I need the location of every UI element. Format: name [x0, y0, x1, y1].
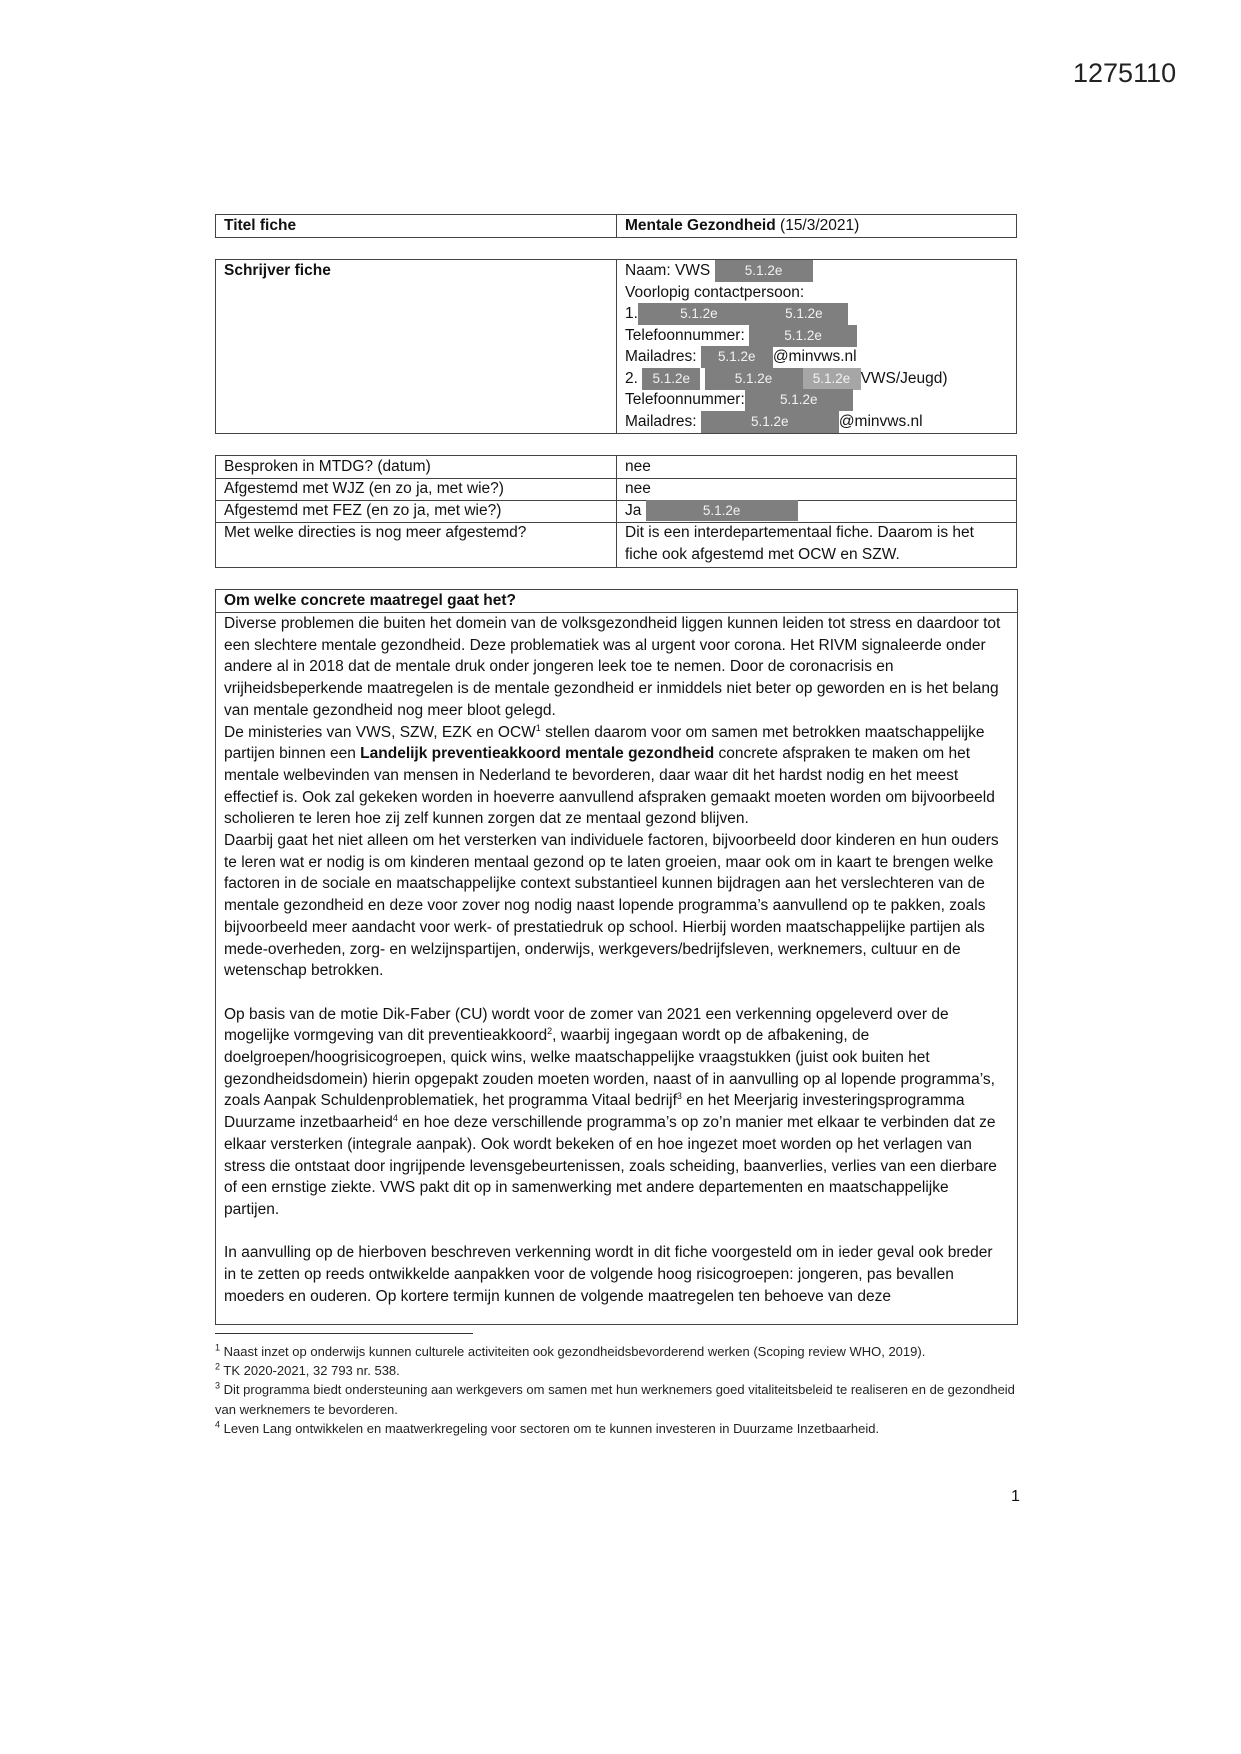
status-value: nee — [625, 458, 651, 475]
measure-box — [215, 589, 1018, 1325]
paragraph: In aanvulling op de hierboven beschreven verkenning wordt in dit fiche voorgesteld om in ieder geval ook breder in te zetten op reeds ontwikkelde aanpakken voor de volgende hoog risicogroepen: jongeren, pas bevallen moeders en ouderen. Op kortere termijn kunnen de volgende maatregelen ten behoeve van deze — [224, 1244, 993, 1305]
status-value — [617, 500, 806, 522]
footnote: $^1$ Naast inzet op onderwijs kunnen culturele activiteiten ook gezondheidsbevorderend werken (Scoping review WHO, 2019). — [215, 1342, 926, 1359]
mail-label: Mailadres: — [625, 412, 697, 430]
writer-table — [215, 259, 1017, 434]
footnote: $^4$ Leven Lang ontwikkelen en maatwerkregeling voor sectoren om te kunnen investeren in Duurzame Inzetbaarheid. — [215, 1419, 880, 1436]
status-label: Afgestemd met WJZ (en zo ja, met wie?) — [224, 480, 504, 497]
redaction-block: 5.1.2e — [745, 389, 853, 411]
redaction-block: 5.1.2e — [646, 500, 798, 521]
footnote-ref: 4 — [392, 1113, 398, 1123]
status-value-line: fiche ook afgestemd met OCW en SZW. — [625, 545, 900, 563]
paragraph: Op basis van de motie Dik-Faber (CU) wordt voor de zomer van 2021 een verkenning opgeleverd over de mogelijke vormgeving van dit preventieakkoord$^2$, waarbij ingegaan wordt op de afbakening, de doelgroepen/hoogrisicogroepen, quick wins, welke maatschappelijke vraagstukken (juist ook buiten het gezondheidsdomein) hierin opgepakt zouden moeten worden, naast of in aanvulling op al lopende programma’s, zoals Aanpak Schuldenproblematiek, het programma Vitaal bedrijf$^3$ en het Meerjarig investeringsprogramma Duurzame inzetbaarheid$^4$ en hoe deze verschillende programma’s op zo’n manier met elkaar te verbinden dat ze elkaar versterken (integrale aanpak). Ook wordt bekeken of en hoe ingezet moet worden op het verlagen van stress die ontstaat door ingrijpende levensgebeurtenissen, zoals scheiding, baanverlies, verlies van een dierbare of een ernstige ziekte. VWS pakt dit op in samenwerking met andere departementen en maatschappelijke partijen. — [224, 1005, 997, 1218]
mail-label: Mailadres: — [625, 348, 697, 366]
redaction-block: 5.1.2e — [760, 303, 848, 325]
footnote-ref: 1 — [535, 722, 541, 733]
redaction-block: 5.1.2e — [715, 260, 813, 282]
redaction-block: 5.1.2e — [803, 368, 861, 390]
phone-label: Telefoonnummer: — [625, 391, 745, 409]
measure-heading: Om welke concrete maatregel gaat het? — [224, 592, 517, 609]
contact-2-number: 2. — [625, 369, 638, 387]
redaction-block: 5.1.2e — [638, 303, 760, 325]
status-label: Afgestemd met FEZ (en zo ja, met wie?) — [224, 502, 502, 519]
redaction-block: 5.1.2e — [749, 325, 857, 347]
redaction-block: 5.1.2e — [701, 411, 839, 433]
page-number: 1 — [1011, 1488, 1020, 1505]
redaction-block: 5.1.2e — [701, 346, 773, 368]
writer-details — [617, 260, 956, 432]
redaction-block: 5.1.2e — [705, 368, 803, 390]
document-number: 1275110 — [1073, 58, 1177, 88]
mail-domain: @minvws.nl — [772, 348, 857, 366]
writer-label: Schrijver fiche — [224, 262, 331, 279]
fez-answer: Ja — [625, 502, 642, 519]
status-value-line: Dit is een interdepartementaal fiche. Daarom is het — [625, 524, 974, 541]
preventieakkoord-name: Landelijk preventieakkoord mentale gezondheid — [360, 745, 715, 763]
footnote-ref: 2 — [547, 1026, 553, 1037]
contact-1-number: 1. — [625, 305, 638, 323]
title-table — [215, 214, 1017, 238]
fiche-title — [617, 215, 867, 237]
naam-label: Naam: VWS — [625, 262, 711, 280]
footnotes — [215, 1342, 1035, 1438]
footnote-separator — [215, 1333, 473, 1334]
status-value: nee — [625, 480, 651, 497]
phone-label: Telefoonnummer: — [625, 326, 745, 344]
contact-label: Voorlopig contactpersoon: — [625, 283, 805, 301]
department-suffix: VWS/Jeugd) — [860, 369, 948, 387]
fiche-title-date: (15/3/2021) — [780, 217, 860, 234]
title-label: Titel fiche — [224, 217, 297, 234]
status-label: Met welke directies is nog meer afgestemd? — [224, 524, 527, 541]
measure-body — [216, 613, 1016, 1307]
status-table — [215, 455, 1017, 568]
paragraph: Daarbij gaat het niet alleen om het versterken van individuele factoren, bijvoorbeeld door kinderen en hun ouders te leren wat er nodig is om kinderen mentaal gezond op te laten groeien, maar ook om in kaart te brengen welke factoren in de sociale en maatschappelijke context substantieel kunnen bijdragen aan het verslechteren van de mentale gezondheid en deze voor zover nog nodig naast lopende programma’s aanvullend op te pakken, zoals bijvoorbeeld meer aandacht voor werk- of prestatiedruk op school. Hierbij worden maatschappelijke partijen als mede-overheden, zorg- en welzijnspartijen, onderwijs, werkgevers/bedrijfsleven, werknemers, cultuur en de wetenschap betrokken. — [224, 832, 999, 980]
fiche-title-bold: Mentale Gezondheid — [625, 217, 776, 234]
footnote: $^3$ Dit programma biedt ondersteuning aan werkgevers om samen met hun werknemers goed vitaliteitsbeleid te realiseren en de gezondheid van werknemers te bevorderen. — [215, 1381, 1015, 1417]
paragraph: Diverse problemen die buiten het domein van de volksgezondheid liggen kunnen leiden tot stress en daardoor tot een slechtere mentale gezondheid. Deze problematiek was al urgent voor corona. Het RIVM signaleerde onder andere al in 2018 dat de mentale druk onder jongeren leek toe te nemen. Door de coronacrisis en vrijheidsbeperkende maatregelen is de mentale gezondheid er inmiddels niet beter op geworden en is het belang van mentale gezondheid nog meer bloot gelegd. — [224, 615, 1001, 719]
status-value — [617, 522, 982, 565]
paragraph: De ministeries van VWS, SZW, EZK en OCW$^1$ stellen daarom voor om samen met betrokken maatschappelijke partijen binnen een Landelijk preventieakkoord mentale gezondheid concrete afspraken te maken om het mentale welbevinden van mensen in Nederland te bevorderen, daar waar dit het hardst nodig en het meest effectief is. Ook zal gekeken worden in hoeverre aanvullend afspraken gemaakt moeten worden om bijvoorbeeld scholieren te leren hoe zij zelf kunnen zorgen dat ze mentaal gezond blijven. — [224, 722, 995, 828]
status-label: Besproken in MTDG? (datum) — [224, 458, 431, 475]
footnote: $^2$ TK 2020-2021, 32 793 nr. 538. — [215, 1361, 400, 1379]
mail-domain: @minvws.nl — [838, 412, 923, 430]
footnote-ref: 3 — [676, 1091, 682, 1102]
redaction-block: 5.1.2e — [642, 368, 700, 390]
